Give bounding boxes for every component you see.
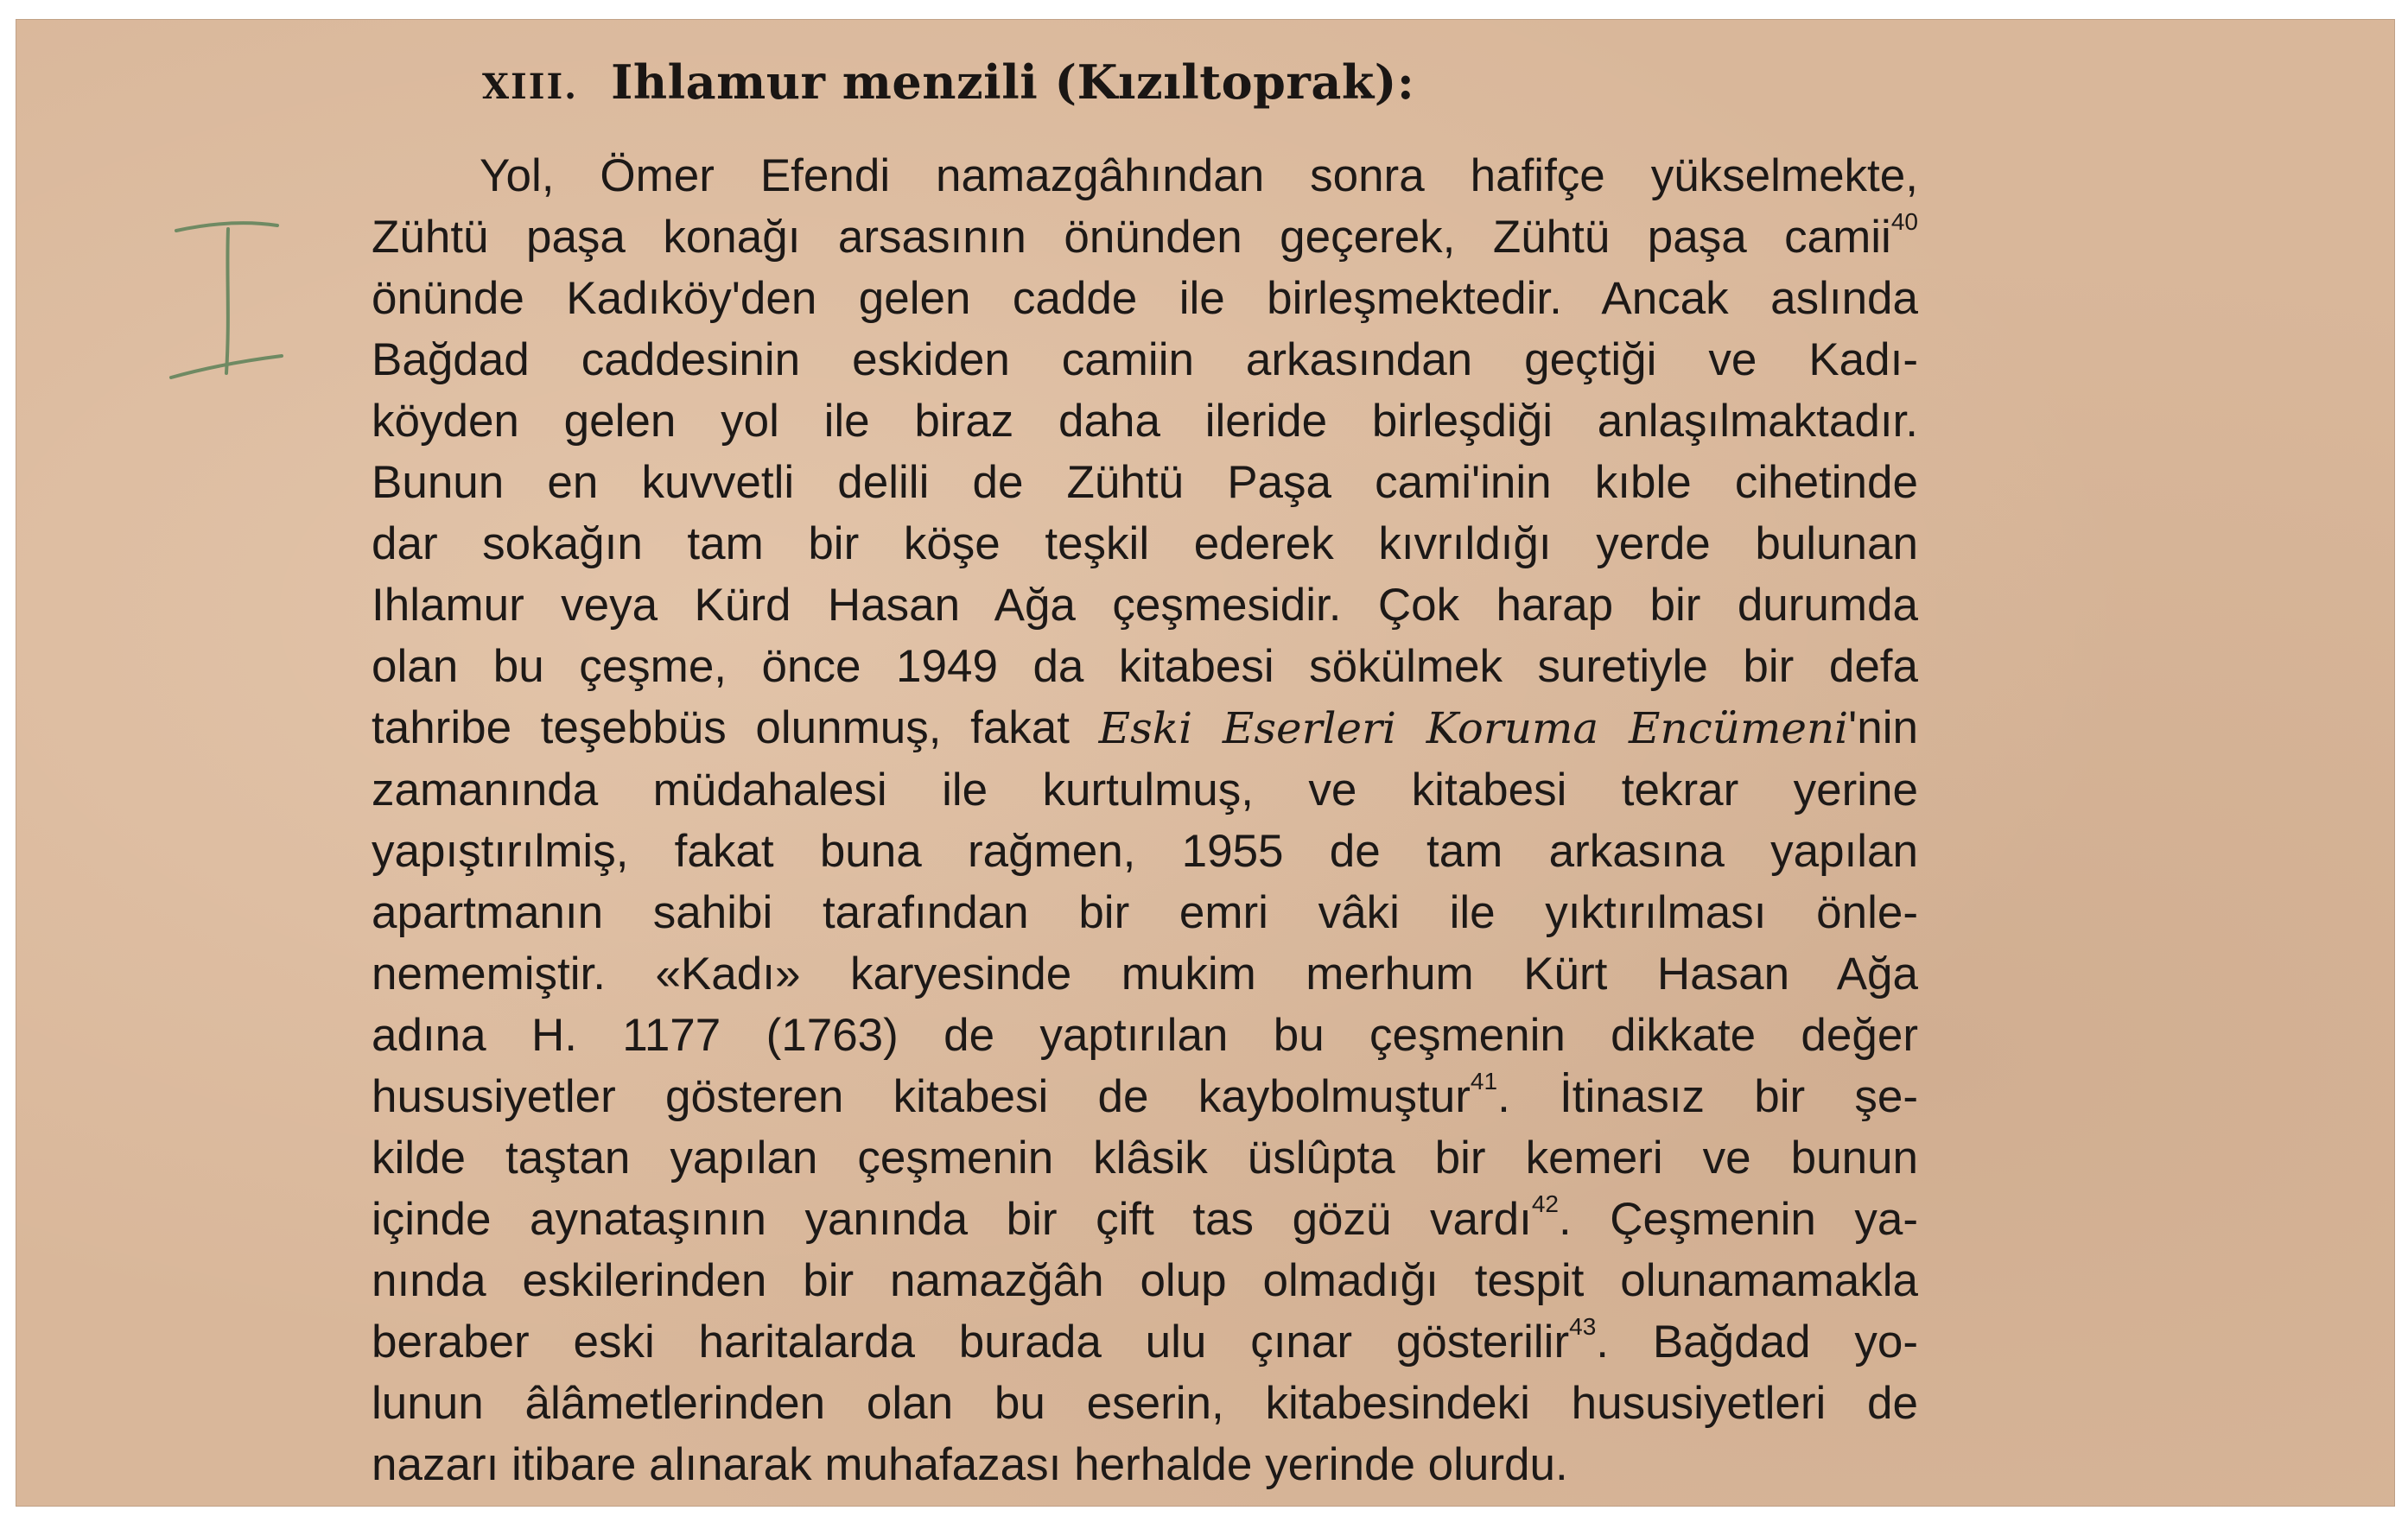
text-line: nazarı itibare alınarak muhafazası herhalde yerinde olurdu. [372, 1439, 1568, 1490]
text-line: önünde Kadıköy'den gelen cadde ile birleşmektedir. Ancak aslında [372, 273, 1918, 324]
footnote-ref: 43 [1569, 1313, 1597, 1340]
section-numeral: XIII. [482, 67, 579, 107]
italic-title: Eski Eserleri Koruma Encümeni [1098, 703, 1849, 753]
text-segment: . Bağdad yo- [1596, 1317, 1918, 1368]
text-line [372, 1311, 1918, 1373]
text-line: olan bu çeşme, önce 1949 da kitabesi sökülmek suretiyle bir defa [372, 641, 1918, 692]
text-line: Bunun en kuvvetli delili de Zühtü Paşa cami'inin kıble cihetinde [372, 457, 1918, 508]
text-line: lunun âlâmetlerinden olan bu eserin, kitabesindeki hususiyetleri de [372, 1378, 1918, 1429]
text-segment: 'nin [1848, 702, 1918, 753]
text-line [372, 206, 1918, 268]
text-line [372, 1066, 1918, 1127]
footnote-ref: 42 [1531, 1190, 1559, 1217]
text-segment: . İtinasız bir şe- [1497, 1071, 1918, 1122]
text-line [372, 697, 1918, 759]
text-segment: içinde aynataşının yanında bir çift tas gözü vardı [372, 1194, 1532, 1245]
text-segment: hususiyetler gösteren kitabesi de kaybolmuştur [372, 1071, 1471, 1122]
body-paragraph [372, 145, 1918, 1495]
pencil-mark-i-icon [161, 213, 290, 386]
text-line: yapıştırılmiş, fakat buna rağmen, 1955 de tam arkasına yapılan [372, 826, 1918, 877]
text-segment: Zühtü paşa konağı arsasının önünden geçerek, Zühtü paşa camii [372, 212, 1891, 263]
text-line: Bağdad caddesinin eskiden camiin arkasından geçtiği ve Kadı- [372, 334, 1918, 385]
text-line [372, 1189, 1918, 1250]
text-line: kilde taştan yapılan çeşmenin klâsik üslûpta bir kemeri ve bunun [372, 1133, 1918, 1183]
text-line: nında eskilerinden bir namazğâh olup olmadığı tespit olunamamakla [372, 1255, 1918, 1306]
footnote-ref: 41 [1470, 1068, 1498, 1095]
section-heading [482, 52, 1414, 117]
text-segment: tahribe teşebbüs olunmuş, fakat [372, 702, 1070, 753]
section-title: Ihlamur menzili (Kızıltoprak): [611, 54, 1415, 110]
text-line: adına H. 1177 (1763) de yaptırılan bu çeşmenin dikkate değer [372, 1010, 1918, 1061]
text-line: Yol, Ömer Efendi namazgâhından sonra hafifçe yükselmekte, [480, 150, 1918, 201]
text-line: apartmanın sahibi tarafından bir emri vâki ile yıktırılması önle- [372, 887, 1918, 938]
scanned-page [16, 19, 2395, 1507]
text-segment: . Çeşmenin ya- [1559, 1194, 1918, 1245]
text-segment: beraber eski haritalarda burada ulu çınar gösterilir [372, 1317, 1570, 1368]
text-line: zamanında müdahalesi ile kurtulmuş, ve kitabesi tekrar yerine [372, 765, 1918, 815]
footnote-ref: 40 [1890, 208, 1918, 235]
text-line: Ihlamur veya Kürd Hasan Ağa çeşmesidir. Çok harap bir durumda [372, 580, 1918, 631]
text-line: dar sokağın tam bir köşe teşkil ederek kıvrıldığı yerde bulunan [372, 518, 1918, 569]
text-line: nememiştir. «Kadı» karyesinde mukim merhum Kürt Hasan Ağa [372, 949, 1918, 999]
text-line: köyden gelen yol ile biraz daha ileride birleşdiği anlaşılmaktadır. [372, 396, 1918, 447]
